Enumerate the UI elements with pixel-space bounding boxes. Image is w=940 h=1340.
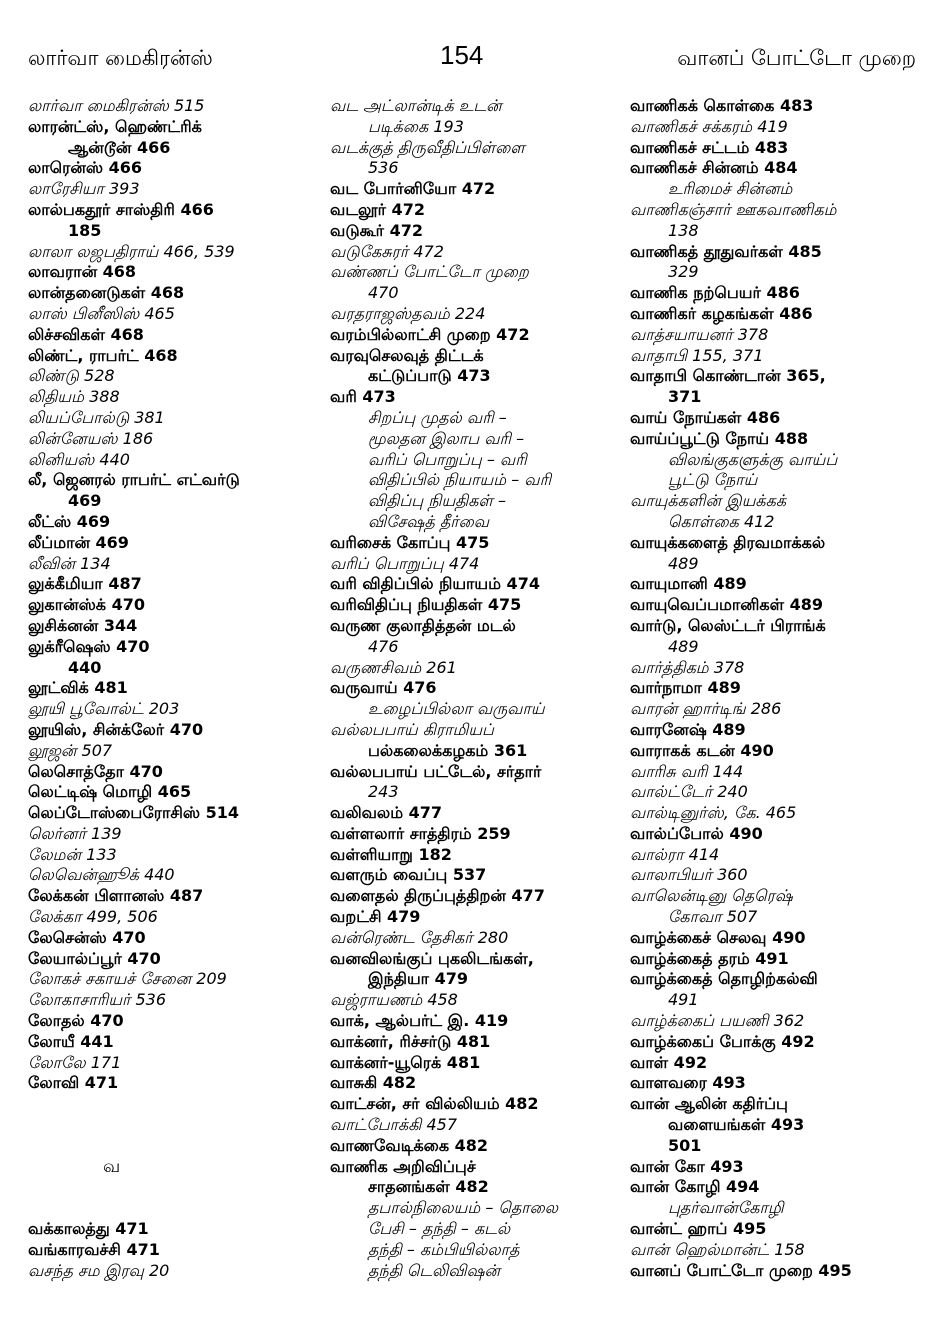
- index-entry: லோகச் சகாயச் சேனை 209: [28, 969, 227, 989]
- index-entry: வரிசைக் கோப்பு 475: [330, 532, 490, 552]
- index-entry: வரிவிதிப்பு நியதிகள் 475: [330, 595, 522, 615]
- index-entry: கோவா 507: [668, 907, 758, 927]
- index-entry: வாட்போக்கி 457: [330, 1115, 457, 1135]
- index-entry: லாலா லஜபதிராய் 466, 539: [28, 241, 235, 261]
- index-entry: வாளவரை 493: [630, 1073, 746, 1093]
- index-entry: மூலதன இலாப வரி –: [368, 428, 525, 448]
- index-entry: வஜ்ராயணம் 458: [330, 990, 458, 1010]
- page-header: [0, 40, 940, 80]
- index-entry: வால்டினுர்ஸ், கே. 465: [630, 803, 797, 823]
- index-entry: லான்தனைடுகள் 468: [28, 283, 185, 303]
- index-entry: புதர்வான்கோழி: [668, 1198, 784, 1218]
- index-entry: வான் கோ 493: [630, 1156, 744, 1176]
- index-entry: வாள் 492: [630, 1052, 708, 1072]
- index-entry: லாரென்ஸ் 466: [28, 158, 143, 178]
- index-entry: சாதனங்கள் 482: [368, 1177, 489, 1197]
- index-entry: லேமன் 133: [28, 844, 117, 864]
- index-entry: வாழ்க்கைத் தரம் 491: [630, 948, 789, 968]
- running-head-right: வானப் போட்டோ முறை: [677, 46, 916, 70]
- index-entry: வரதராஜஸ்தவம் 224: [330, 303, 486, 323]
- index-entry: லேக்கன் பிளானஸ் 487: [28, 886, 204, 906]
- index-entry: வள்ளலார் சாத்திரம் 259: [330, 823, 511, 843]
- index-entry: லின்னேயஸ் 186: [28, 428, 154, 448]
- index-entry: வால்ப்போல் 490: [630, 823, 763, 843]
- index-entry: வாணிகச் சின்னம் 484: [630, 158, 798, 178]
- index-entry: தந்தி – கம்பியில்லாத்: [368, 1239, 520, 1259]
- index-entry: வருவாய் 476: [330, 678, 437, 698]
- index-entry: வாக், ஆல்பர்ட் இ. 419: [330, 1011, 509, 1031]
- index-entry: 138: [668, 220, 699, 240]
- index-entry: 470: [368, 283, 399, 303]
- index-entry: லீ, ஜெனரல் ராபர்ட் எட்வர்டு: [28, 470, 240, 490]
- index-entry: லிச்சவிகள் 468: [28, 324, 144, 344]
- section-letter: வ: [103, 1155, 121, 1177]
- index-entry: வாக்னர், ரிச்சர்டு 481: [330, 1031, 491, 1051]
- index-entry: வாணிகத் தூதுவர்கள் 485: [630, 241, 822, 261]
- index-entry: லினியஸ் 440: [28, 449, 130, 469]
- index-entry: வாணிகக் கொள்கை 483: [630, 96, 814, 115]
- index-entry: வாலென்டினு தெரெஷ்: [630, 886, 793, 906]
- index-entry: லோலே 171: [28, 1052, 122, 1072]
- index-entry: வாயுக்களின் இயக்கக்: [630, 491, 787, 511]
- index-entry: வாணவேடிக்கை 482: [330, 1135, 489, 1155]
- index-entry: வாய் நோய்கள் 486: [630, 407, 781, 427]
- index-entry: வளைதல் திருப்புத்திறன் 477: [330, 886, 545, 906]
- index-entry: படிக்கை 193: [368, 116, 464, 136]
- index-entry: வண்ணப் போட்டோ முறை: [330, 262, 529, 282]
- index-entry: 476: [368, 636, 399, 656]
- index-entry: வங்காரவச்சி 471: [28, 1239, 160, 1259]
- index-entry: 185: [68, 220, 102, 240]
- index-entry: லெவென்ஹூக் 440: [28, 865, 175, 885]
- index-entry: 329: [668, 262, 699, 282]
- index-entry: வாணிக நற்பெயர் 486: [630, 283, 800, 303]
- index-entry: விலங்குகளுக்கு வாய்ப்: [668, 449, 838, 469]
- index-entry: லாரன்ட்ஸ், ஹெண்ட்ரிக்: [28, 116, 202, 136]
- index-entry: லாரேசியா 393: [28, 179, 140, 199]
- index-entry: லுக்ரீஷெஸ் 470: [28, 636, 150, 656]
- index-entry: விசேஷத் தீர்வை: [368, 511, 490, 531]
- index-entry: வரி விதிப்பில் நியாயம் 474: [330, 574, 540, 594]
- index-entry: பேசி – தந்தி – கடல்: [368, 1219, 511, 1239]
- index-entry: லீவின் 134: [28, 553, 111, 573]
- index-entry: லோவி 471: [28, 1073, 119, 1093]
- index-entry: வன்ரெண்ட தேசிகர் 280: [330, 927, 509, 947]
- index-entry: லார்வா மைகிரன்ஸ் 515: [28, 96, 205, 115]
- index-entry: லூயிஸ், சின்க்லேர் 470: [28, 719, 204, 739]
- index-entry: லுகான்ஸ்க் 470: [28, 595, 145, 615]
- index-entry: வால்ட்டேர் 240: [630, 782, 748, 802]
- index-entry: கொள்கை 412: [668, 511, 775, 531]
- index-entry: லுசிக்னன் 344: [28, 615, 138, 635]
- index-entry: லூயி பூவோல்ட் 203: [28, 699, 180, 719]
- index-entry: வாழ்க்கைச் செலவு 490: [630, 927, 806, 947]
- index-entry: வாணிகர் கழகங்கள் 486: [630, 303, 813, 323]
- index-entry: வாரிசு வரி 144: [630, 761, 744, 781]
- index-entry: வான் ஹெல்மான்ட் 158: [630, 1239, 805, 1259]
- index-entry: வலிவலம் 477: [330, 803, 443, 823]
- index-entry: வசந்த சம இரவு 20: [28, 1260, 170, 1280]
- index-entry: 469: [68, 491, 102, 511]
- index-entry: வறட்சி 479: [330, 907, 421, 927]
- spacer: [28, 1094, 318, 1156]
- index-entry: 489: [668, 553, 699, 573]
- index-entry: தந்தி டெலிவிஷன்: [368, 1260, 500, 1280]
- index-entry: 371: [668, 387, 702, 407]
- index-entry: தபால்நிலையம் – தொலை: [368, 1198, 559, 1218]
- index-entry: வான் கோழி 494: [630, 1177, 760, 1197]
- index-entry: வான் ஆலின் கதிர்ப்பு: [630, 1094, 788, 1114]
- index-entry: வாணிக அறிவிப்புச்: [330, 1156, 476, 1176]
- index-entry: வாத்சயாயனர் 378: [630, 324, 769, 344]
- index-entry: வால்ரா 414: [630, 844, 720, 864]
- index-entry: லோயீ 441: [28, 1031, 114, 1051]
- index-entry: வருணசிவம் 261: [330, 657, 457, 677]
- index-entry: வார்த்திகம் 378: [630, 657, 745, 677]
- index-entry: 243: [368, 782, 399, 802]
- index-entry: வாக்னர்-யூரெக் 481: [330, 1052, 481, 1072]
- index-entry: வாதாபி 155, 371: [630, 345, 764, 365]
- index-entry: 501: [668, 1135, 702, 1155]
- index-entry: லேயால்ப்பூர் 470: [28, 948, 161, 968]
- index-entry: லிதியம் 388: [28, 387, 120, 407]
- index-entry: லாவரான் 468: [28, 262, 137, 282]
- index-entry: கட்டுப்பாடு 473: [368, 366, 491, 386]
- index-entry: வடுகேசுரர் 472: [330, 241, 444, 261]
- index-entry: வரவுசெலவுத் திட்டக்: [330, 345, 484, 365]
- index-entry: 489: [668, 636, 699, 656]
- index-entry: பூட்டு நோய்: [668, 470, 758, 490]
- index-entry: லேக்கா 499, 506: [28, 907, 158, 927]
- index-entry: வடுகூர் 472: [330, 220, 423, 240]
- index-entry: வாய்ப்பூட்டு நோய் 488: [630, 428, 809, 448]
- index-entry: வாழ்க்கைப் பயணி 362: [630, 1011, 805, 1031]
- index-entry: பல்கலைக்கழகம் 361: [368, 740, 528, 760]
- index-entry: லேசென்ஸ் 470: [28, 927, 146, 947]
- index-column-2: [330, 96, 620, 1281]
- index-entry: 440: [68, 657, 102, 677]
- index-entry: லோதல் 470: [28, 1011, 124, 1031]
- index-entry: லியப்போல்டு 381: [28, 407, 165, 427]
- index-entry: வளரும் வைப்பு 537: [330, 865, 487, 885]
- index-entry: லீட்ஸ் 469: [28, 511, 111, 531]
- index-entry: லெப்டோஸ்பைரோசிஸ் 514: [28, 803, 239, 823]
- index-entry: இந்தியா 479: [368, 969, 468, 989]
- index-entry: 491: [668, 990, 699, 1010]
- index-entry: வாணிகச் சக்கரம் 419: [630, 116, 788, 136]
- index-column-1: [28, 96, 318, 1281]
- index-entry: வனவிலங்குப் புகலிடங்கள்,: [330, 948, 534, 968]
- index-entry: வடக்குத் திருவீதிப்பிள்ளை: [330, 137, 525, 157]
- index-entry: வரம்பில்லாட்சி முறை 472: [330, 324, 530, 344]
- index-entry: லூஜன் 507: [28, 740, 113, 760]
- index-entry: வரி 473: [330, 387, 396, 407]
- index-entry: லுக்கீமியா 487: [28, 574, 142, 594]
- index-entry: லெசொத்தோ 470: [28, 761, 163, 781]
- index-entry: லீப்மான் 469: [28, 532, 129, 552]
- index-entry: லோகாசாரியர் 536: [28, 990, 167, 1010]
- index-entry: வரிப் பொறுப்பு 474: [330, 553, 480, 573]
- index-entry: வாயுக்களைத் திரவமாக்கல்: [630, 532, 826, 552]
- index-entry: வாணிகஞ்சார் ஊகவாணிகம்: [630, 199, 837, 219]
- index-entry: உழைப்பில்லா வருவாய்: [368, 699, 545, 719]
- index-entry: வள்ளியாறு 182: [330, 844, 452, 864]
- index-entry: வாரன் ஹார்டிங் 286: [630, 699, 782, 719]
- index-entry: வட அட்லான்டிக் உடன்: [330, 96, 502, 115]
- index-entry: லூட்விக் 481: [28, 678, 128, 698]
- index-column-3: [630, 96, 930, 1281]
- index-entry: வார்டு, லெஸ்ட்டர் பிராங்க்: [630, 615, 826, 635]
- index-entry: வாலாபியர் 360: [630, 865, 748, 885]
- index-entry: வாழ்க்கைப் போக்கு 492: [630, 1031, 815, 1051]
- index-entry: வல்லபபாய் பட்டேல், சர்தார்: [330, 761, 542, 781]
- index-entry: சிறப்பு முதல் வரி –: [368, 407, 507, 427]
- index-entry: வக்காலத்து 471: [28, 1219, 149, 1239]
- index-entry: வான்ட் ஹாப் 495: [630, 1219, 767, 1239]
- index-entry: வல்லபபாய் கிராமியப்: [330, 719, 494, 739]
- index-entry: வாணிகச் சட்டம் 483: [630, 137, 789, 157]
- index-entry: லெட்டிஷ் மொழி 465: [28, 782, 192, 802]
- spacer: [28, 1177, 318, 1219]
- index-entry: லிண்டு 528: [28, 366, 115, 386]
- index-entry: 536: [368, 158, 399, 178]
- index-entry: வளையங்கள் 493: [668, 1115, 805, 1135]
- index-entry: வார்நாமா 489: [630, 678, 741, 698]
- index-entry: வாரனேஷ் 489: [630, 719, 746, 739]
- index-entry: லால்பகதூர் சாஸ்திரி 466: [28, 199, 214, 219]
- index-entry: வாயுமானி 489: [630, 574, 747, 594]
- index-entry: வானப் போட்டோ முறை 495: [630, 1260, 852, 1280]
- index-entry: லெர்னர் 139: [28, 823, 122, 843]
- index-entry: வாசுகி 482: [330, 1073, 417, 1093]
- index-entry: வாழ்க்கைத் தொழிற்கல்வி: [630, 969, 818, 989]
- index-entry: வாயுவெப்பமானிகள் 489: [630, 595, 823, 615]
- index-entry: வாராகக் கடன் 490: [630, 740, 774, 760]
- index-entry: லிண்ட், ராபர்ட் 468: [28, 345, 178, 365]
- running-head-left: லார்வா மைகிரன்ஸ்: [28, 46, 213, 70]
- index-entry: வரிப் பொறுப்பு – வரி: [368, 449, 527, 469]
- index-entry: லாஸ் பினீஸிஸ் 465: [28, 303, 175, 323]
- index-entry: வடலூர் 472: [330, 199, 425, 219]
- index-entry: வாதாபி கொண்டான் 365,: [630, 366, 826, 386]
- index-entry: விதிப்பு நியதிகள் –: [368, 491, 507, 511]
- index-entry: விதிப்பில் நியாயம் – வரி: [368, 470, 552, 490]
- index-entry: வருண குலாதித்தன் மடல்: [330, 615, 516, 635]
- page-number: 154: [440, 40, 484, 70]
- index-entry: வாட்சன், சர் வில்லியம் 482: [330, 1094, 539, 1114]
- index-entry: ஆன்டூன் 466: [68, 137, 171, 157]
- index-entry: உரிமைச் சின்னம்: [668, 179, 793, 199]
- index-entry: வட போர்னியோ 472: [330, 179, 496, 199]
